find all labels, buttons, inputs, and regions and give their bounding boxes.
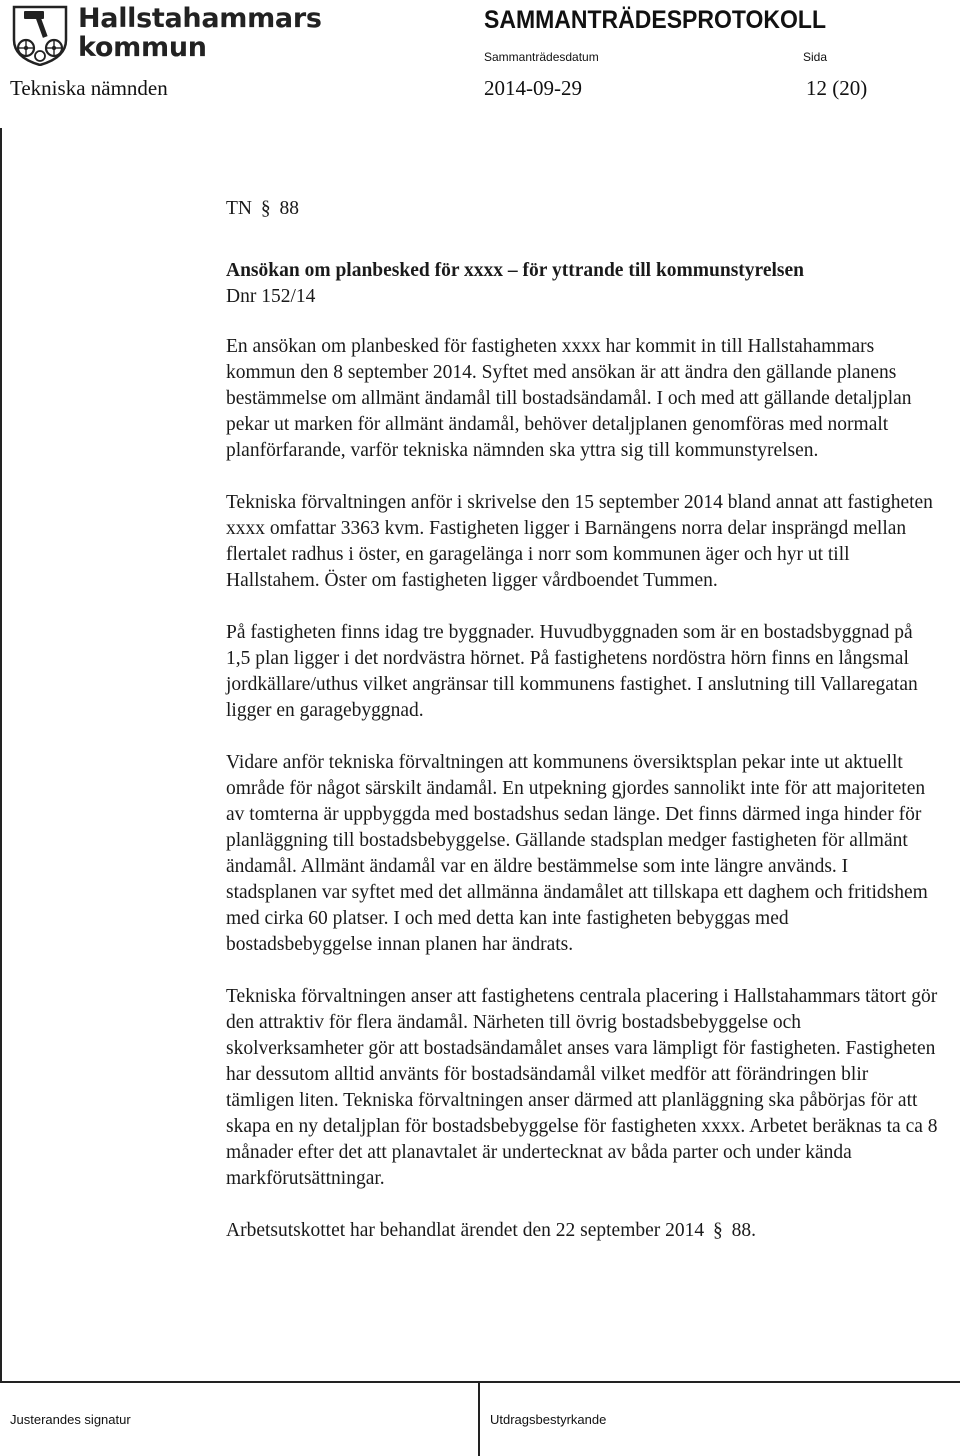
case-prefix: TN [226,198,252,219]
body-paragraph: Tekniska förvaltningen anför i skrivelse den 15 september 2014 bland annat att fastigheten xxxx omfattar 3363 kvm. Fastigheten ligger i Barnängens norra delar insprängd mellan flertalet radhus i öster, en garagelänga i norr som kommunen äger och hyr ut till Hallstahem. Öster om fastigheten ligger vårdboendet Tummen. [226,492,933,591]
organization-name-line1: Hallstahammars [78,3,322,34]
body-paragraph: På fastigheten finns idag tre byggnader. Huvudbyggnaden som är en bostadsbyggnad på 1,5 plan ligger i det nordvästra hörnet. På fastighetens nordöstra hörn finns en långsmal jordkällare/uthus vilket angränsar till kommunens fastighet. I anslutning till Vallaregatan ligger en garagebyggnad. [226,622,918,721]
signature-label: Justerandes signatur [10,1412,131,1427]
page-label: Sida [803,50,828,64]
closing-number: 88. [731,1220,757,1241]
committee-name: Tekniska nämnden [10,76,168,100]
body-paragraph: Tekniska förvaltningen anser att fastighetens centrala placering i Hallstahammars tätort gör den attraktiv för flera ändamål. Närheten till övrig bostadsbebyggelse och skolverksamheter gör att bostadsändamålet anses vara lämpligt för fastigheten. Fastigheten har dessutom alltid använts för bostadsändamål vilket medför att förändringen blir tämligen liten. Tekniska förvaltningen anser därmed att planläggning ska påbörjas för att skapa en ny detaljplan för bostadsbebyggelse för fastigheten xxxx. Arbetet beräknas ta ca 8 månader efter det att planavtalet är undertecknat av båda parter och under kända markförutsättningar. [226,986,938,1189]
diary-number: Dnr 152/14 [226,286,316,307]
extract-label: Utdragsbestyrkande [490,1412,607,1427]
case-number-line [226,196,938,222]
case-title: Ansökan om planbesked för xxxx – för yttrande till kommunstyrelsen [226,260,805,281]
section-sign: § [260,198,271,219]
meeting-date: 2014-09-29 [484,76,582,100]
closing-section-sign: § [713,1220,723,1241]
document-title: SAMMANTRÄDESPROTOKOLL [484,6,827,34]
date-label: Sammanträdesdatum [484,50,599,64]
footer-rule [0,1381,960,1383]
organization-name [78,4,322,62]
closing-paragraph [226,1218,938,1244]
left-margin-rule [0,128,2,1382]
protocol-body [226,196,938,1244]
case-number: 88 [279,198,299,219]
body-paragraph: En ansökan om planbesked för fastigheten xxxx har kommit in till Hallstahammars kommun den 8 september 2014. Syftet med ansökan är att ändra den gällande planens bestämmelse om allmänt ändamål till bostadsändamål. I och med att gällande detaljplan pekar ut marken för allmänt ändamål, behöver detaljplanen genomföras med normalt planförfarande, varför tekniska nämnden ska yttra sig till kommunstyrelsen. [226,336,912,461]
body-paragraph: Vidare anför tekniska förvaltningen att kommunens översiktsplan pekar inte ut aktuellt område för något särskilt ändamål. En utpekning gjordes sannolikt inte för att majoriteten av tomterna är uppbyggda med bostadshus sedan länge. Det finns därmed inga hinder för planläggning till bostadsbebyggelse. Gällande stadsplan medger fastigheten för allmänt ändamål. Allmänt ändamål var en äldre bestämmelse som inte längre används. I stadsplanen var syftet med det allmänna ändamålet att tillskapa ett daghem och fritidshem med cirka 60 platser. I och med detta kan inte fastigheten bebyggas med bostadsbebyggelse innan planen har ändrats. [226,752,928,955]
organization-name-line2: kommun [78,32,207,63]
municipality-crest-icon [10,4,70,66]
footer-divider [478,1382,480,1456]
closing-text: Arbetsutskottet har behandlat ärendet den 22 september 2014 [226,1220,705,1241]
page-number: 12 (20) [806,76,868,100]
